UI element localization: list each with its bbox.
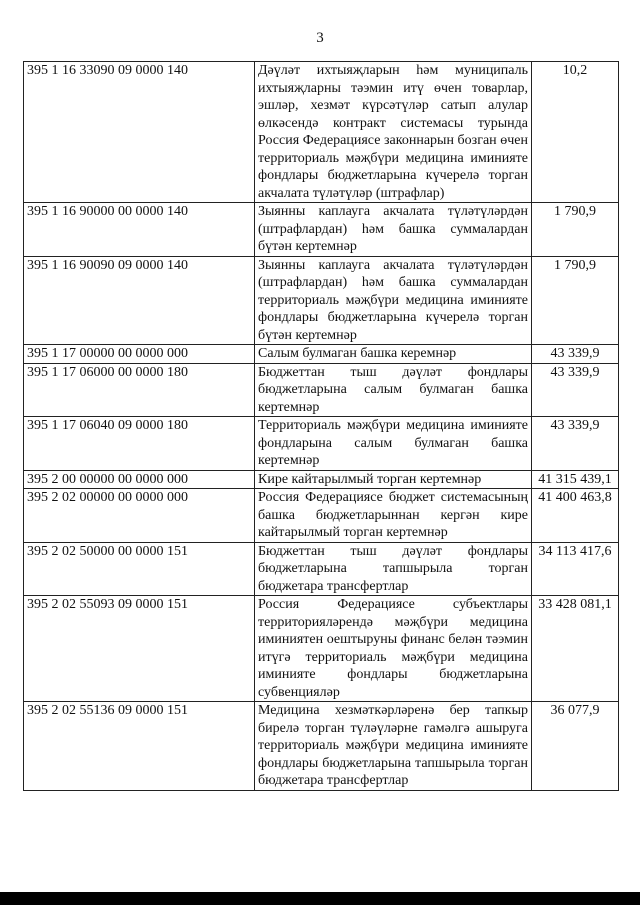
table-row bbox=[24, 470, 619, 489]
page-number: 3 bbox=[316, 30, 324, 46]
row-amount: 33 428 081,1 bbox=[532, 596, 619, 702]
row-description: Бюджеттан тыш дәүләт фондлары бюджетларына салым булмаган башка кертемнәр bbox=[255, 363, 532, 417]
row-amount: 41 400 463,8 bbox=[532, 489, 619, 543]
row-amount: 10,2 bbox=[532, 62, 619, 203]
row-amount: 43 339,9 bbox=[532, 417, 619, 471]
budget-code: 395 1 17 00000 00 0000 000 bbox=[24, 345, 255, 364]
budget-code: 395 2 02 50000 00 0000 151 bbox=[24, 542, 255, 596]
table-row bbox=[24, 62, 619, 203]
row-description: Зыянны каплауга акчалата түләтүләрдән (штрафлардан) һәм башка суммалардан территориаль мәҗбүри медицина иминияте фондлары бюджетларына күчерелә торган бүтән кертемнәр bbox=[255, 256, 532, 345]
row-description: Медицина хезмәткәрләренә бер тапкыр бирелә торган түләүләрне гамәлгә ашыруга территориаль мәҗбүри медицина иминияте фондлары бюджетларына тапшырыла торган бюджетара трансфертлар bbox=[255, 702, 532, 791]
scan-edge-bar bbox=[0, 892, 640, 905]
row-amount: 43 339,9 bbox=[532, 363, 619, 417]
table-row bbox=[24, 363, 619, 417]
budget-code: 395 2 02 55136 09 0000 151 bbox=[24, 702, 255, 791]
budget-code: 395 1 16 90090 09 0000 140 bbox=[24, 256, 255, 345]
table-row bbox=[24, 596, 619, 702]
budget-code: 395 2 02 00000 00 0000 000 bbox=[24, 489, 255, 543]
row-description: Зыянны каплауга акчалата түләтүләрдән (штрафлардан) һәм башка суммалардан бүтән кертемнәр bbox=[255, 203, 532, 257]
row-amount: 41 315 439,1 bbox=[532, 470, 619, 489]
budget-code: 395 1 17 06000 00 0000 180 bbox=[24, 363, 255, 417]
budget-code: 395 1 17 06040 09 0000 180 bbox=[24, 417, 255, 471]
row-description: Бюджеттан тыш дәүләт фондлары бюджетларына тапшырыла торган бюджетара трансфертлар bbox=[255, 542, 532, 596]
row-description: Кире кайтарылмый торган кертемнәр bbox=[255, 470, 532, 489]
row-description: Россия Федерациясе бюджет системасының башка бюджетларыннан кергән кире кайтарылмый торган кертемнәр bbox=[255, 489, 532, 543]
table-row bbox=[24, 345, 619, 364]
table-row bbox=[24, 489, 619, 543]
row-description: Россия Федерациясе субъектлары территорияләрендә мәҗбүри медицина иминиятен оештыруны финанс белән тәэмин итүгә территориаль мәҗбүри медицина иминияте фондлары бюджетларына субвенцияләр bbox=[255, 596, 532, 702]
row-description: Салым булмаган башка керемнәр bbox=[255, 345, 532, 364]
budget-code: 395 2 00 00000 00 0000 000 bbox=[24, 470, 255, 489]
row-amount: 36 077,9 bbox=[532, 702, 619, 791]
row-description: Территориаль мәҗбүри медицина иминияте фондларына салым булмаган башка кертемнәр bbox=[255, 417, 532, 471]
row-amount: 1 790,9 bbox=[532, 203, 619, 257]
table-row bbox=[24, 256, 619, 345]
table-row bbox=[24, 417, 619, 471]
row-amount: 1 790,9 bbox=[532, 256, 619, 345]
row-amount: 34 113 417,6 bbox=[532, 542, 619, 596]
budget-table bbox=[23, 61, 619, 791]
row-description: Дәүләт ихтыяҗларын һәм муниципаль ихтыяҗларны тәэмин итү өчен товарлар, эшләр, хезмәт күрсәтүләр сатып алулар өлкәсендә контракт системасы турында Россия Федерациясе законнарын бозган өчен территориаль мәҗбүри медицина иминияте фондлары бюджетларына күчерелә торган акчалата түләтүләр (штрафлар) bbox=[255, 62, 532, 203]
budget-code: 395 2 02 55093 09 0000 151 bbox=[24, 596, 255, 702]
table-row bbox=[24, 203, 619, 257]
budget-code: 395 1 16 90000 00 0000 140 bbox=[24, 203, 255, 257]
table-row bbox=[24, 542, 619, 596]
budget-code: 395 1 16 33090 09 0000 140 bbox=[24, 62, 255, 203]
row-amount: 43 339,9 bbox=[532, 345, 619, 364]
table-row bbox=[24, 702, 619, 791]
